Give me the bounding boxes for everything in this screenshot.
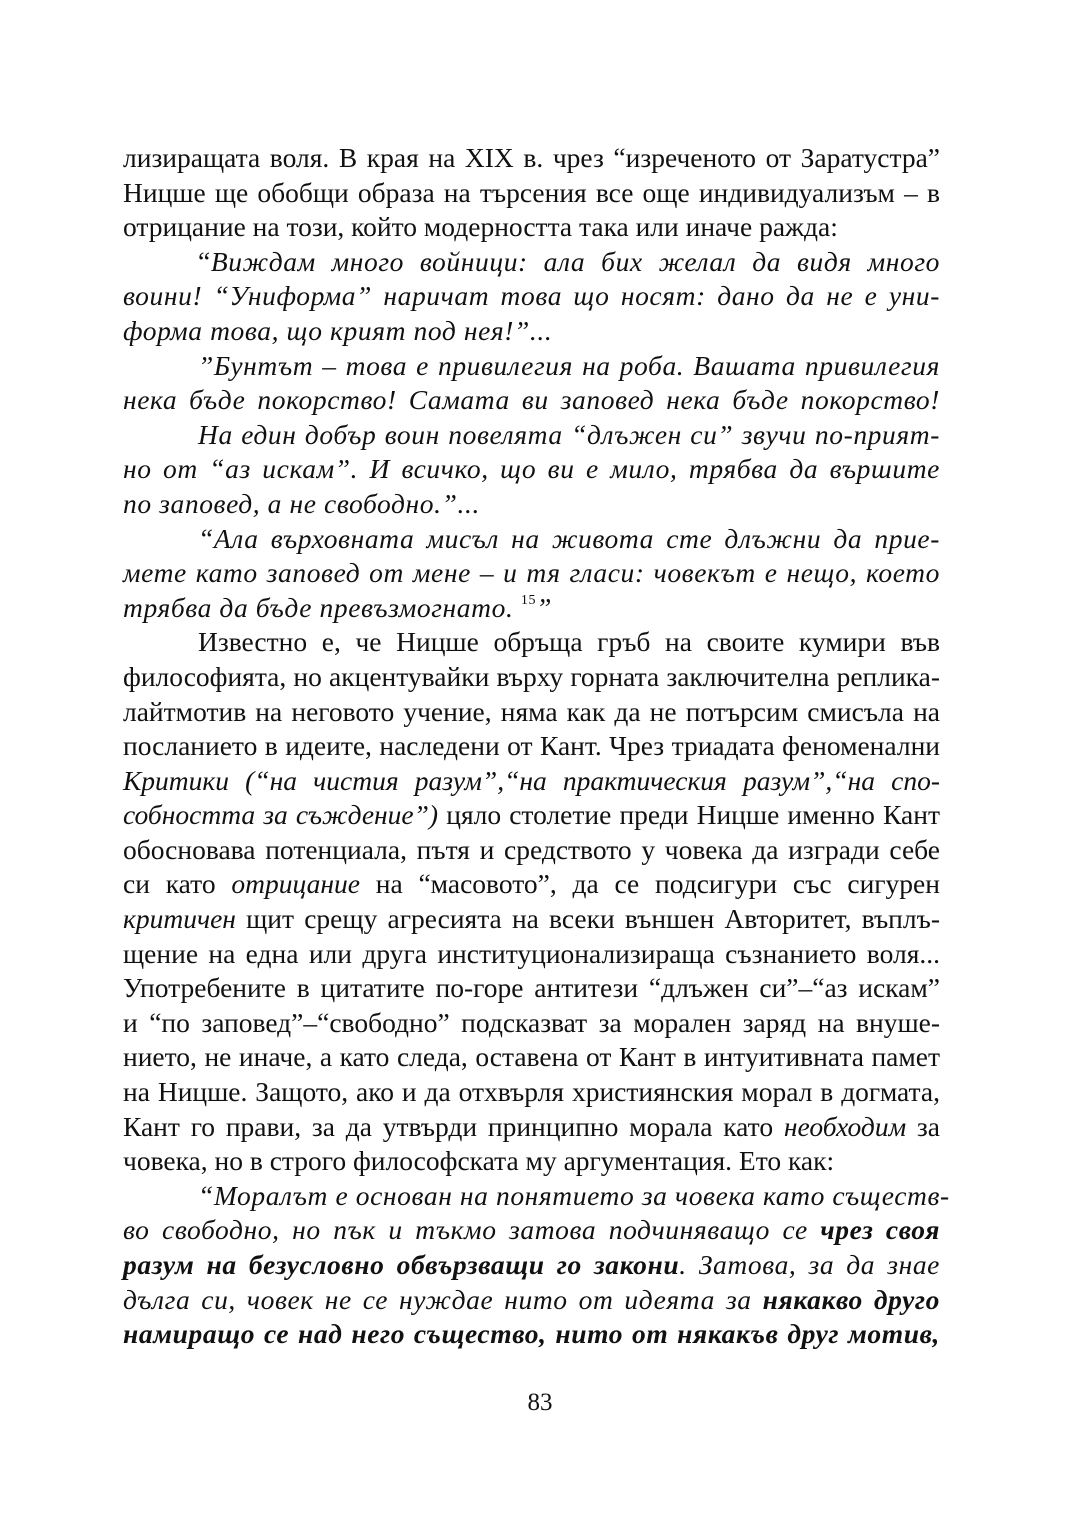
text-segment: някакво друго [762, 1283, 940, 1315]
text-segment: разум на безусловно обвързващи го закони [123, 1249, 680, 1280]
text-line [123, 1006, 940, 1041]
text-segment: на Ницше. Защото, ако и да отхвърля християнския морал в догмата, [123, 1076, 940, 1108]
quote-line [123, 1317, 940, 1352]
text-segment: философията, но акцентувайки върху горната заключителна реплика- [123, 660, 940, 692]
quote-line [123, 279, 940, 314]
text-line [123, 625, 940, 660]
text-segment: щит срещу агресията на всеки външен Авторитет, въплъ- [235, 903, 940, 935]
text-segment: отрицание на този, който модерността така или иначе ражда: [123, 211, 838, 243]
text-segment: отрицание [231, 868, 360, 900]
text-segment: по заповед, а не свободно.”... [123, 487, 480, 519]
text-segment: човека, но в строго философската му аргументация. Ето как: [123, 1145, 835, 1177]
text-segment: намиращо се над него същество, нито от някакъв друг мотив, [123, 1318, 940, 1350]
text-segment: щение на една или друга институционализираща съзнанието воля... [123, 937, 940, 969]
text-segment: воини! “Униформа” наричат това що носят: дано да не е уни- [123, 280, 940, 312]
quote-line [123, 1283, 940, 1318]
text-line [123, 660, 940, 695]
text-line [123, 176, 940, 211]
quote-line [123, 314, 940, 349]
text-segment: Кант го прави, за да утвърди принципно морала като [123, 1110, 784, 1142]
quote-line [123, 1213, 940, 1248]
text-segment: ” [536, 591, 553, 623]
text-segment: дълга си, човек не се нуждае нито от идеята за [123, 1283, 763, 1315]
text-segment: “Моралът е основан на понятието за човека като съществ- [198, 1179, 950, 1211]
text-segment: “Ала върховната мисъл на живота сте длъжни да прие- [198, 522, 940, 554]
text-line [123, 902, 940, 937]
text-segment: ”Бунтът – това е привилегия на роба. Вашата привилегия [198, 349, 940, 381]
text-segment: посланието в идеите, наследени от Кант. Чрез триадата феноменални [123, 730, 940, 762]
text-line [123, 695, 940, 730]
text-segment: форма това, що крият под нея!”... [123, 314, 553, 346]
text-segment: Ницше ще обобщи образа на търсения все още индивидуализъм – в [123, 176, 940, 208]
quote-line [123, 383, 940, 418]
text-line [123, 764, 940, 799]
text-segment: лайтмотив на неговото учение, няма как да не потърсим смисъла на [123, 695, 940, 727]
text-line [123, 1075, 940, 1110]
quote-line [123, 556, 940, 591]
text-segment: но от “аз искам”. И всичко, що ви е мило, трябва да вършите [123, 453, 940, 485]
text-line [123, 971, 940, 1006]
text-segment: цяло столетие преди Ницше именно Кант [438, 799, 940, 831]
text-segment: нието, не иначе, а като следа, оставена от Кант в интуитивната памет [123, 1041, 940, 1073]
text-line [123, 867, 940, 902]
text-segment: мете като заповед от мене – и тя гласи: човекът е нещо, което [123, 557, 940, 589]
text-segment: “ [198, 245, 211, 277]
quote-line [123, 522, 940, 557]
text-segment: 15 [520, 592, 537, 608]
text-segment: Употребените в цитатите по-горе антитези “длъжен си”–“аз искам” [123, 972, 940, 1004]
text-line [123, 729, 940, 764]
quote-line [123, 245, 940, 280]
quote-line [123, 487, 940, 522]
text-segment: критичен [123, 903, 236, 935]
text-segment: лизиращата воля. В края на XIX в. чрез “изреченото от Заратустра” [123, 142, 940, 173]
text-segment: Критики (“на чистия разум”,“на практическия разум”,“на спо- [123, 764, 940, 796]
text-line [123, 798, 940, 833]
quote-line [123, 418, 940, 453]
text-segment: и “по заповед”–“свободно” подсказват за морален заряд на внуше- [123, 1006, 940, 1038]
text-segment: за [906, 1110, 940, 1142]
quote-line [123, 591, 940, 626]
text-segment: необходим [783, 1110, 907, 1142]
text-segment: си като [123, 868, 232, 900]
quote-line [123, 349, 940, 384]
text-segment: на “масовото”, да се подсигури със сигурен [359, 868, 940, 900]
text-segment: собността за съждение”) [123, 799, 439, 831]
text-segment: во свободно, но пък и тъкмо затова подчиняващо се [123, 1214, 821, 1246]
text-line [123, 1144, 940, 1179]
text-line [123, 833, 940, 868]
text-line [123, 1040, 940, 1075]
text-segment: чрез своя [820, 1214, 940, 1246]
quote-line [123, 452, 940, 487]
quote-line [123, 1248, 940, 1283]
text-line [123, 210, 940, 245]
text-segment: нека бъде покорство! Самата ви заповед нека бъде покорство! [123, 384, 940, 416]
page-number: 83 [527, 1389, 553, 1416]
text-segment: Известно е, че Ницше обръща гръб на своите кумири във [198, 626, 940, 658]
quote-line [123, 1179, 950, 1214]
page-body [123, 141, 950, 1352]
text-line [123, 141, 940, 176]
text-segment: Виждам много войници: ала бих желал да видя много [210, 245, 940, 277]
text-line [123, 1110, 940, 1145]
text-segment: . Затова, за да знае [679, 1249, 940, 1280]
text-segment: трябва да бъде превъзмогнато. [123, 591, 521, 623]
text-segment: На един добър воин повелята “длъжен си” звучи по-прият- [198, 418, 940, 450]
text-segment: обосновава потенциала, пътя и средството у човека да изгради себе [123, 833, 940, 865]
text-line [123, 937, 940, 972]
